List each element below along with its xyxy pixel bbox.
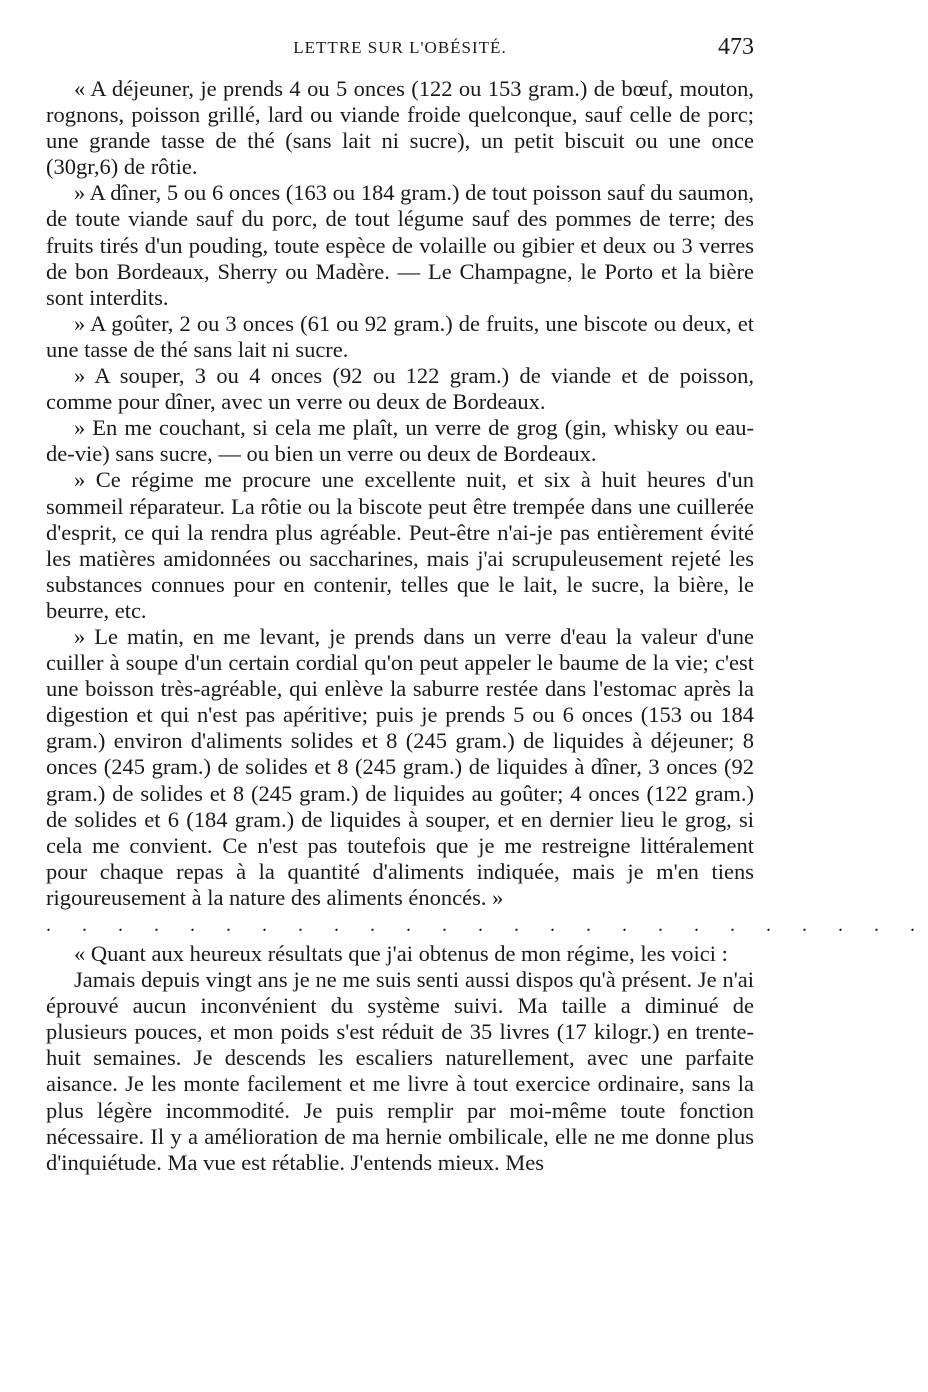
- paragraph-diner: » A dîner, 5 ou 6 onces (163 ou 184 gram.) de tout poisson sauf du saumon, de toute viande sauf du porc, de tout légume sauf des pommes de terre; des fruits tirés d'un pouding, toute espèce de volaille ou gibier et deux ou 3 verres de bon Bordeaux, Sherry ou Madère. — Le Champagne, le Porto et la bière sont interdits.: [46, 180, 754, 310]
- paragraph-gouter: » A goûter, 2 ou 3 onces (61 ou 92 gram.) de fruits, une biscote ou deux, et une tasse de thé sans lait ni sucre.: [46, 310, 754, 362]
- running-title: LETTRE SUR L'OBÉSITÉ.: [293, 38, 507, 57]
- body-text: [46, 76, 928, 1176]
- page-number: 473: [718, 34, 754, 60]
- page-header: [46, 30, 754, 76]
- paragraph-regime: » Ce régime me procure une excellente nuit, et six à huit heures d'un sommeil réparateur. La rôtie ou la biscote peut être trempée dans une cuillerée d'esprit, ce qui la rendra plus agréable. Peut-être n'ai-je pas entièrement évité les matières amidonnées ou saccharines, mais j'ai scrupuleusement rejeté les substances connues pour en contenir, telles que le lait, le sucre, la bière, le beurre, etc.: [46, 467, 754, 623]
- paragraph-resultats: « Quant aux heureux résultats que j'ai obtenus de mon régime, les voici :: [74, 941, 728, 966]
- paragraph-jamais: Jamais depuis vingt ans je ne me suis senti aussi dispos qu'à présent. Je n'ai éprouvé aucun inconvénient du système suivi. Ma taille a diminué de plusieurs pouces, et mon poids s'est réduit de 35 livres (17 kilogr.) en trente-huit semaines. Je descends les escaliers naturellement, avec une parfaite aisance. Je les monte facilement et me livre à tout exercice ordinaire, sans la plus légère incommodité. Je puis remplir par moi-même toute fonction nécessaire. Il y a amélioration de ma hernie ombilicale, elle ne me donne plus d'inquiétude. Ma vue est rétablie. J'entends mieux. Mes: [46, 967, 754, 1175]
- paragraph-dejeuner: « A déjeuner, je prends 4 ou 5 onces (122 ou 153 gram.) de bœuf, mouton, rognons, poisson grillé, lard ou viande froide quelconque, sauf celle de porc; une grande tasse de thé (sans lait ni sucre), un petit biscuit ou une once (30gr,6) de rôtie.: [46, 76, 754, 180]
- paragraph-matin: » Le matin, en me levant, je prends dans un verre d'eau la valeur d'une cuiller à soupe d'un certain cordial qu'on peut appeler le baume de la vie; c'est une boisson très-agréable, qui enlève la saburre restée dans l'estomac après la digestion et qui n'est pas apéritive; puis je prends 5 ou 6 onces (153 ou 184 gram.) environ d'aliments solides et 8 (245 gram.) de liquides à déjeuner; 8 onces (245 gram.) de solides et 8 (245 gram.) de liquides à dîner, 3 onces (92 gram.) de solides et 8 (245 gram.) de liquides au goûter; 4 onces (122 gram.) de solides et 6 (184 gram.) de liquides à souper, et en dernier lieu le grog, si cela me convient. Ce n'est pas toutefois que je me restreigne littéralement pour chaque repas à la quantité d'aliments indiquée, mais je m'en tiens rigoureusement à la nature des aliments énoncés. »: [46, 623, 754, 910]
- paragraph-coucher: » En me couchant, si cela me plaît, un verre de grog (gin, whisky ou eau-de-vie) sans sucre, — ou bien un verre ou deux de Bordeaux.: [46, 415, 754, 467]
- ellipsis-separator: . . . . . . . . . . . . . . . . . . . . . . . . .: [46, 914, 928, 936]
- paragraph-souper: » A souper, 3 ou 4 onces (92 ou 122 gram.) de viande et de poisson, comme pour dîner, avec un verre ou deux de Bordeaux.: [46, 363, 754, 415]
